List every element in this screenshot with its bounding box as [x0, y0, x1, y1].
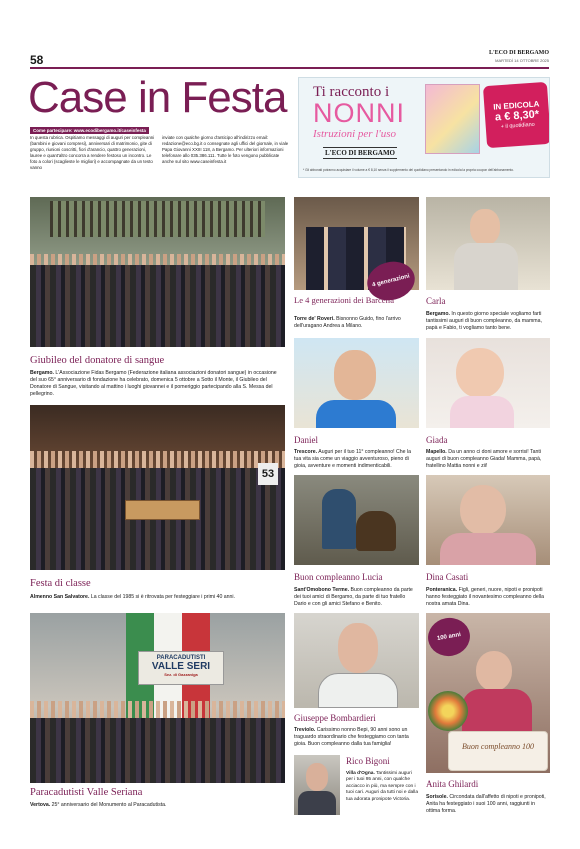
giuseppe-photo: [294, 613, 419, 708]
page-number: 58: [30, 53, 44, 67]
rico-place: Villa d'Ogna.: [346, 771, 375, 776]
daniel-title: Daniel: [294, 435, 318, 445]
paracadutisti-banner: [138, 651, 224, 685]
anita-badge: 100 anni: [425, 615, 473, 660]
photo-balcony: [50, 201, 265, 237]
barcella-title: Le 4 generazioni dei Barcella: [294, 295, 395, 305]
giuseppe-caption: [294, 727, 419, 748]
rico-caption: [346, 771, 420, 803]
anita-title: Anita Ghilardi: [426, 779, 479, 789]
dina-caption: [426, 587, 550, 608]
lucia-place: Sant'Omobono Terme.: [294, 587, 350, 593]
giada-title: Giada: [426, 435, 448, 445]
giada-body: [450, 396, 514, 428]
banner-line-1: PARACADUTISTI: [156, 655, 206, 661]
dina-title: Dina Casati: [426, 572, 469, 582]
banner-line-3: Sez. di Gazzaniga: [164, 672, 198, 677]
giada-face: [456, 348, 504, 398]
anita-caption: [426, 794, 550, 815]
paracadutisti-text: 25° anniversario del Monumento al Paracadutista.: [51, 802, 167, 808]
giada-text: Da un anno ci doni amore e sorrisi! Tanti auguri di buon compleanno Giada! Mamma, papà, fratellino Mattia nonni e zii!: [426, 449, 542, 470]
classe-text: La classe del 1985 si è ritrovata per festeggiare i primi 40 anni.: [90, 594, 236, 600]
lucia-figure: [322, 489, 356, 549]
donatore-group-photo: [30, 197, 285, 347]
info-text-1: In questa rubrica. Ospitiamo messaggi di auguri per compleanni (bambini e giovani compresi), anniversari di matrimonio, gite di gruppo, riunioni coscritti, fiori d'arancio, quattro generazioni, lauree e quant'altro concorra a rendere festoso un incontro. Le foto a colori (scaglieste le migliori) e accompagnate da un testo vanno: [30, 135, 155, 170]
ad-price: a € 8,30*: [494, 108, 540, 124]
giuseppe-place: Treviolo.: [294, 727, 316, 733]
ad-note: * Gli abbonati potranno acquistare il volume a € 8,10 senza il supplemento del quotidiano presentando in edicola la propria coupon dell'abbonamento.: [303, 168, 514, 172]
issue-date: MARTEDÌ 14 OTTOBRE 2025: [495, 58, 549, 63]
newspaper-name: L'ECO DI BERGAMO: [488, 50, 549, 56]
donatore-place: Bergamo.: [30, 370, 54, 376]
lucia-photo: [294, 475, 419, 565]
lucia-caption: [294, 587, 419, 608]
donatore-title: Giubileo del donatore di sangue: [30, 355, 165, 366]
daniel-text: Auguri per il tuo 11° compleanno! Che la tua vita sia come un viaggio avventuroso, pieno di gioia, avventure e momenti indimenticabili.: [294, 449, 412, 470]
ad-brand: L'ECO DI BERGAMO: [325, 149, 396, 157]
paracadutisti-title: Paracadutisti Valle Seriana: [30, 787, 143, 798]
carla-photo: [426, 197, 550, 290]
giuseppe-text: Carissimo nonno Bepi, 90 anni sono un traguardo straordinario che festeggiamo con tanta gioia. Buon compleanno dalla tua famiglia!: [294, 727, 409, 748]
daniel-place: Trescore.: [294, 449, 318, 455]
nonni-book-ad[interactable]: [298, 77, 550, 178]
anita-place: Sorisole.: [426, 794, 448, 800]
book-cover-image: [425, 84, 480, 154]
paracadutisti-group-photo: [30, 613, 285, 783]
giuseppe-shirt: [318, 673, 398, 708]
daniel-photo: [294, 338, 419, 428]
carla-title: Carla: [426, 296, 446, 306]
daniel-shirt: [316, 400, 396, 428]
birthday-cake: [448, 731, 548, 771]
dog-figure: [356, 511, 396, 551]
lucia-title: Buon compleanno Lucia: [294, 572, 383, 582]
cake-writing: Buon compleanno 100: [462, 742, 534, 751]
giuseppe-title: Giuseppe Bombardieri: [294, 713, 376, 723]
classe-title: Festa di classe: [30, 578, 91, 589]
dina-photo: [426, 475, 550, 565]
rico-title: Rico Bigoni: [346, 756, 390, 766]
giuseppe-face: [338, 623, 378, 673]
rico-photo: [294, 755, 340, 815]
shirt-number: 53: [258, 463, 278, 485]
donatore-text: L'Associazione Fidas Bergamo (Federazione italiana associazioni donatori sangue) in occasione del suo 65° anniversario di fondazione ha celebrato, domenica 5 ottobre a Sotto il Monte, il Giubileo del Donatore di Sangue, visitando al mattino i luoghi giovannei e il pomeriggio partecipando alla S. Messa del pellegrino.: [30, 370, 277, 398]
section-title: Case in Festa: [28, 73, 287, 122]
barcella-text: Bisnonno Guido, fino l'arrivo dell'uragano Andrea a Milano.: [294, 316, 401, 330]
daniel-face: [334, 350, 376, 400]
edicola-label: IN EDICOLA: [492, 99, 540, 112]
barcella-place: Torre de' Roveri.: [294, 316, 335, 322]
carla-place: Bergamo.: [426, 311, 450, 317]
carla-face: [470, 209, 500, 245]
rico-shirt: [298, 791, 336, 815]
paracadutisti-caption: [30, 802, 285, 809]
carla-caption: [426, 311, 550, 332]
ad-plus: + il quotidiano: [500, 121, 535, 130]
anita-text: Circondata dall'affetto di nipoti e pronipoti, Anita ha festeggiato i suoi 100 anni, raggiunti in ottima forma.: [426, 794, 546, 815]
rico-text: Tantissimi auguri per i tuoi 95 anni, con qualche acciacco in più, ma sempre con i tuoi cari. Auguri da tutti noi e dalla tua adorata pronipote Victoria.: [346, 771, 418, 802]
anita-face: [476, 651, 512, 691]
lucia-text: Buon compleanno da parte dei tuoi amici di Bergamo, da parte di tuo fratello Dario e con gli amici Stefano e Benito.: [294, 587, 413, 608]
carla-text: In questo giorno speciale vogliamo farti tantissimi auguri di buon compleanno, da mamma, papà e Fabio, ti vogliamo tanto bene.: [426, 311, 542, 332]
donatore-caption: [30, 370, 285, 398]
barcella-badge: 4 generazioni: [363, 257, 419, 305]
carla-body: [454, 243, 518, 290]
rico-face: [306, 763, 328, 791]
edicola-badge: [483, 82, 550, 148]
anita-body: [462, 689, 532, 733]
paracadutisti-place: Vertova.: [30, 802, 51, 808]
daniel-caption: [294, 449, 419, 470]
participate-label: Come partecipare: www.ecodibergamo.it/caseinfesta: [30, 127, 149, 134]
ad-line-3: Istruzioni per l'uso: [313, 128, 397, 140]
classe-group-photo: [30, 405, 285, 570]
giada-place: Mapello.: [426, 449, 447, 455]
classe-place: Almenno San Salvatore.: [30, 594, 90, 600]
giada-caption: [426, 449, 550, 470]
dina-body: [440, 533, 536, 565]
dina-face: [460, 485, 506, 535]
giada-photo: [426, 338, 550, 428]
celebration-table: [125, 500, 200, 520]
flowers: [428, 691, 468, 731]
ad-line-2: NONNI: [313, 98, 405, 128]
dina-text: Figli, generi, nuore, nipoti e pronipoti hanno festeggiato il novantesimo compleanno della nostra amata Dina.: [426, 587, 544, 608]
classe-caption: [30, 594, 285, 601]
ad-line-1: Ti racconto i: [313, 84, 390, 100]
info-text-2: inviate con qualche giorno d'anticipo all'indirizzo email: redazione@eco.bg.it o consegnate agli uffici del giornale, in viale Papa Giovanni XXIII 118, a Bergamo. Per ulteriori informazioni telefonare allo 035.386.111. Tutte le foto vengono pubblicate anche sul sito www.caseinfesta.it: [162, 135, 289, 164]
header-rule: [30, 67, 549, 69]
dina-place: Ponteranica.: [426, 587, 458, 593]
banner-line-2: VALLE SERI: [151, 661, 211, 672]
barcella-caption: [294, 316, 419, 330]
